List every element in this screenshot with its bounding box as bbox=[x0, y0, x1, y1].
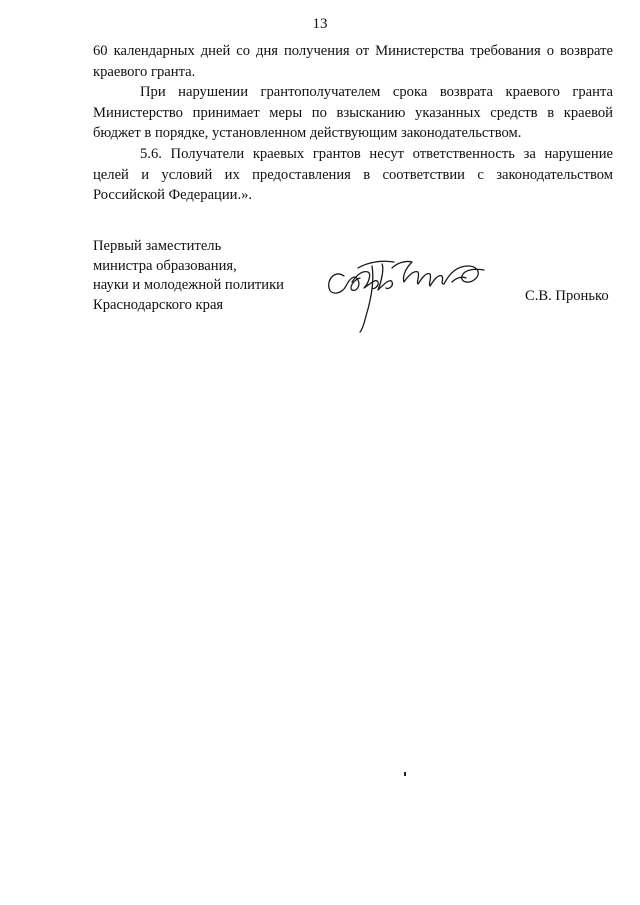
body-paragraph: 5.6. Получатели краевых грантов несут ответственность за нарушение целей и условий их предоставления в соответствии с законодательством Российской Федерации.». bbox=[93, 145, 613, 204]
signatory-title bbox=[93, 237, 284, 315]
signatory-title-line: науки и молодежной политики bbox=[93, 277, 284, 293]
handwritten-signature bbox=[322, 238, 492, 334]
signatory-title-line: Краснодарского края bbox=[93, 296, 224, 313]
signatory-title-line: Первый заместитель bbox=[93, 238, 222, 254]
document-body bbox=[93, 41, 613, 206]
page-number: 13 bbox=[312, 16, 328, 32]
signer-name: С.В. Пронько bbox=[525, 288, 609, 304]
scan-artifact-dot bbox=[404, 772, 406, 776]
body-paragraph: 60 календарных дней со дня получения от Министерства требования о возврате краевого гранта. bbox=[93, 43, 613, 80]
signatory-title-line: министра образования, bbox=[93, 257, 237, 274]
body-paragraph: При нарушении грантополучателем срока возврата краевого гранта Министерство принимает меры по взысканию указанных средств в краевой бюджет в порядке, установленном действующим законодательством. bbox=[93, 84, 613, 142]
